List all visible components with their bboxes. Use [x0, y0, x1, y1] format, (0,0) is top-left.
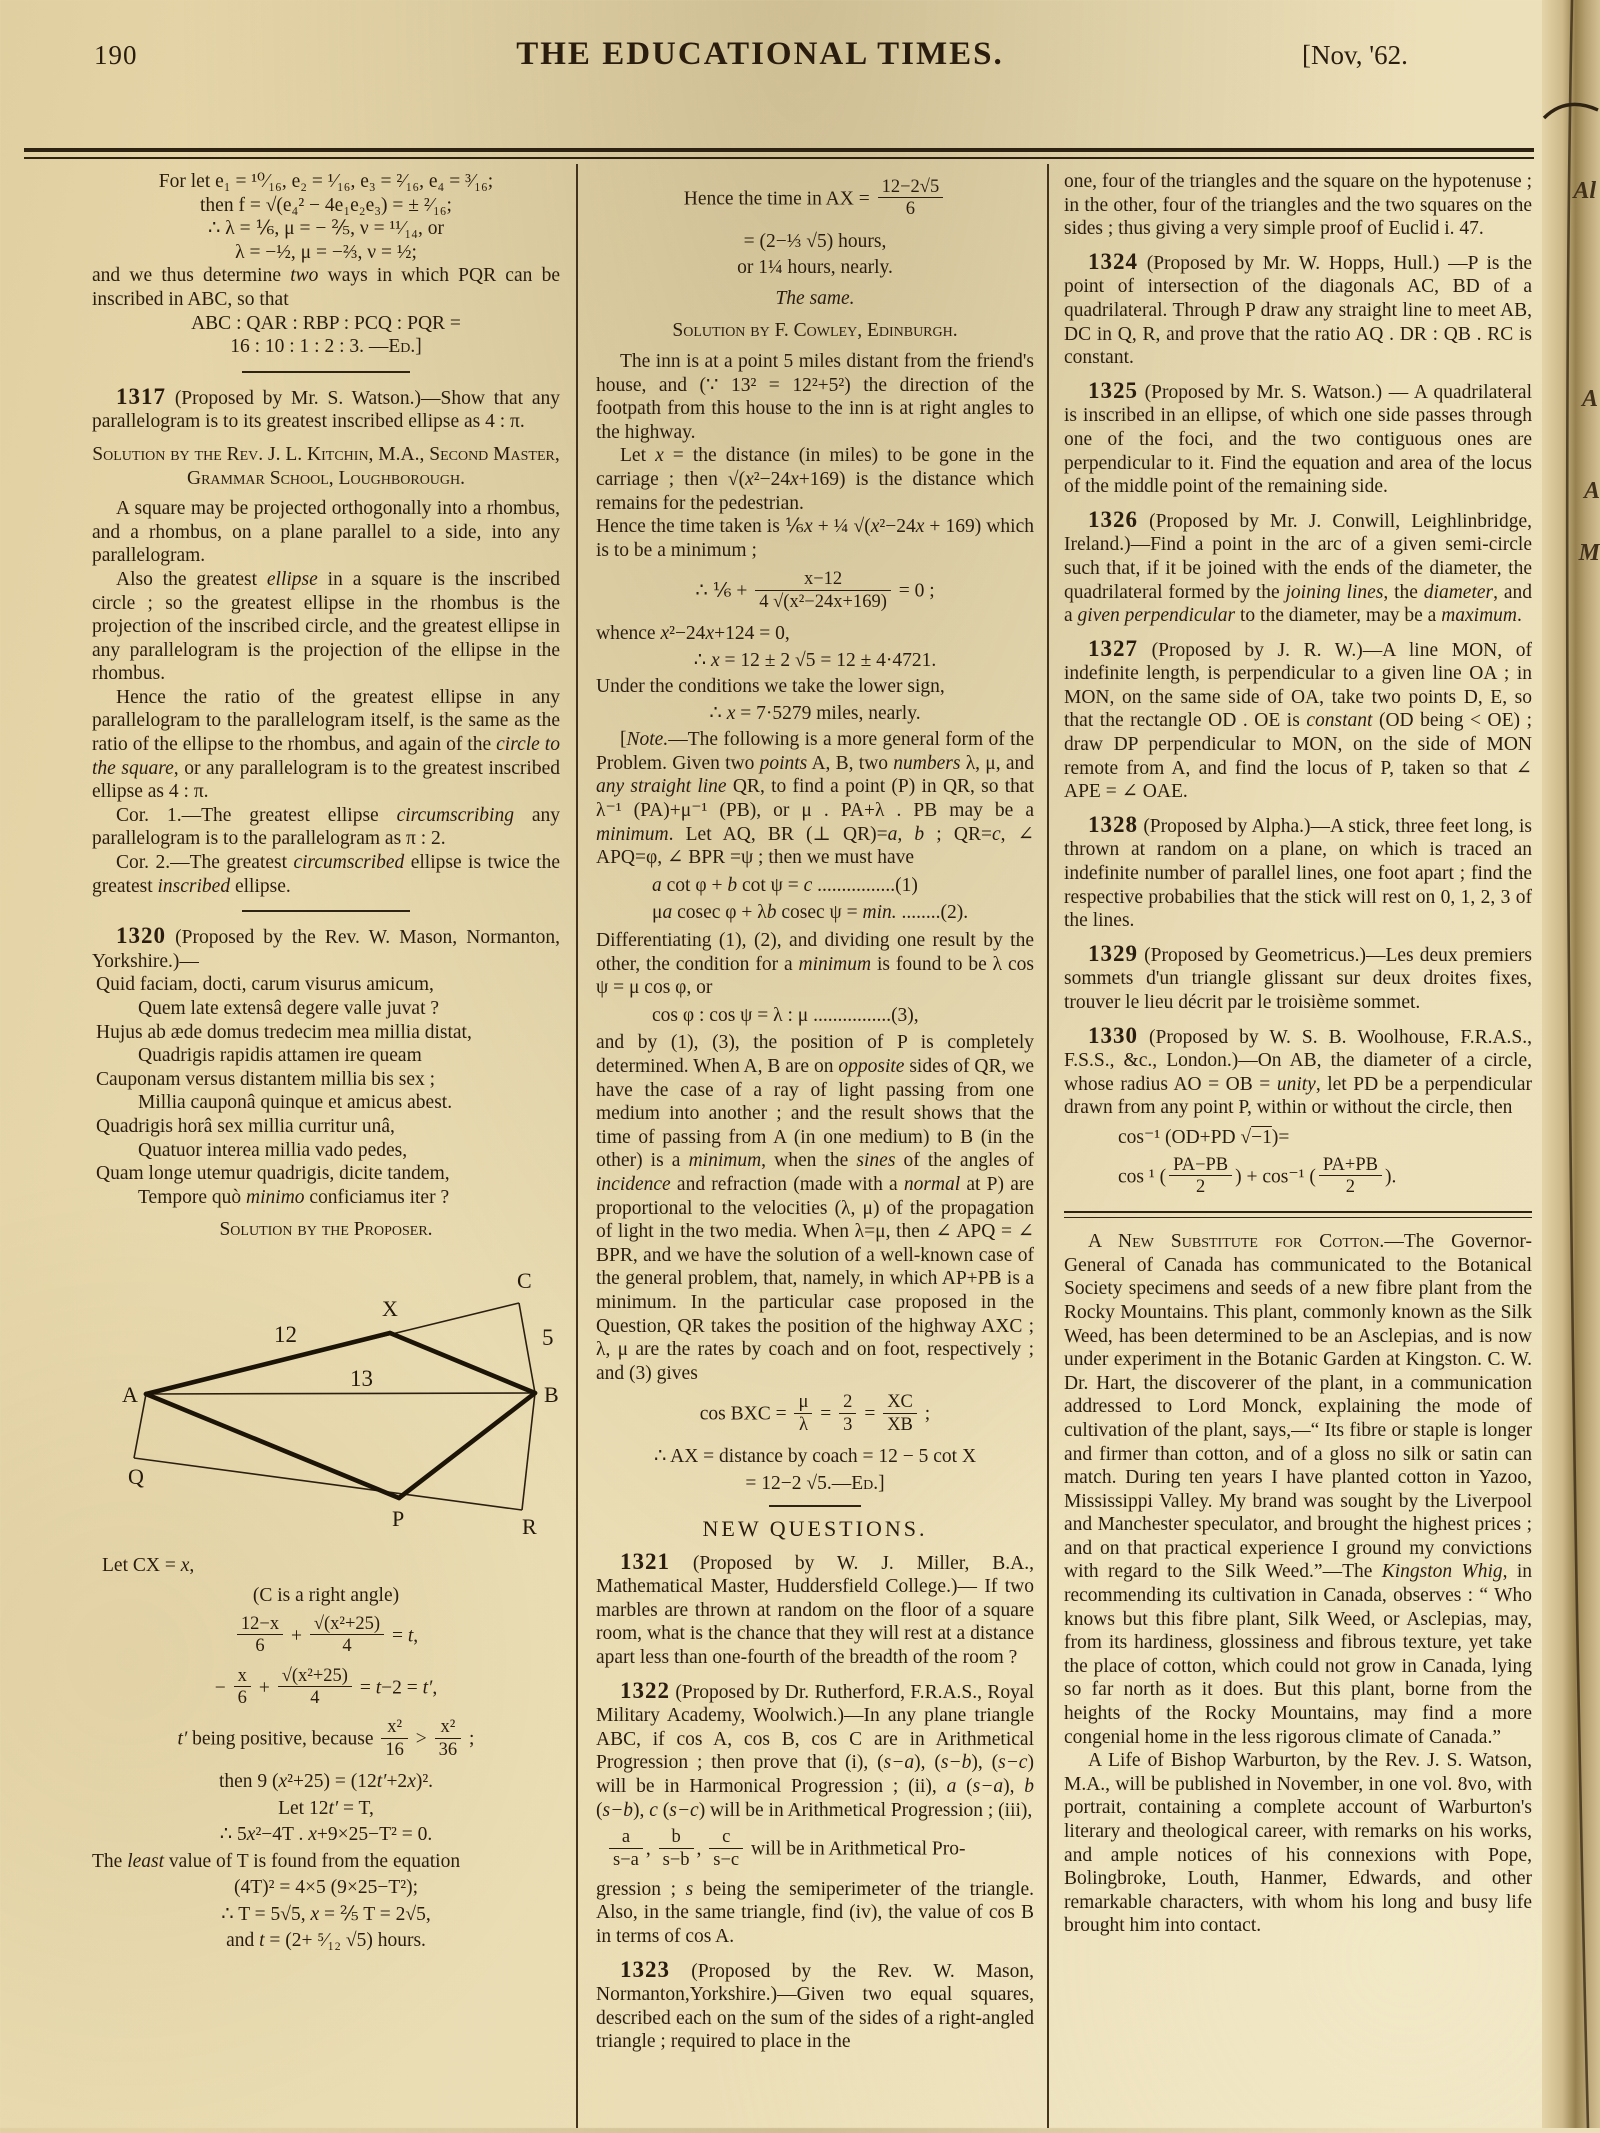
- question-1320-heading: 1320 (Proposed by the Rev. W. Mason, Normanton, Yorkshire.)—: [92, 923, 560, 972]
- vertex-label-Q: Q: [128, 1463, 144, 1489]
- header-double-rule: [24, 148, 1534, 159]
- vertex-label-R: R: [522, 1513, 537, 1539]
- paragraph: The inn is at a point 5 miles distant from the friend's house, and (∵ 13² = 12²+5²) the direction of the footpath from this house to the inn is at right angles to the highway.: [596, 350, 1034, 443]
- column-middle: [596, 170, 1034, 2054]
- question-1325: 1325 (Proposed by Mr. S. Watson.) — A quadrilateral is inscribed in an ellipse, of which one side passes through one of the foci, and the two contiguous ones are perpendicular to it. Find the equation and area of the locus of the middle point of the remaining side.: [1064, 377, 1532, 498]
- paragraph: Under the conditions we take the lower sign,: [596, 676, 945, 698]
- paragraph-continuation: one, four of the triangles and the square on the hypotenuse ; in the other, four of the triangles and the two squares on the sides ; thus giving a very simple proof of Euclid i. 47.: [1064, 171, 1532, 240]
- page-fold-line: [1542, 0, 1600, 2128]
- equation-3: cos φ : cos ψ = λ : μ ................(3),: [652, 1004, 919, 1026]
- equation: = (2−⅓ √5) hours,: [743, 230, 887, 252]
- masthead-title: THE EDUCATIONAL TIMES.: [516, 36, 1004, 72]
- solution-heading-cowley: Solution by F. Cowley, Edinburgh.: [672, 320, 958, 342]
- measure-AB: 13: [350, 1365, 373, 1391]
- equation: ∴ AX = distance by coach = 12 − 5 cot X: [653, 1445, 977, 1467]
- equation: or 1¼ hours, nearly.: [737, 257, 893, 279]
- paragraph: Differentiating (1), (2), and dividing one result by the other, the condition for a minimum is found to be λ cos ψ = μ cos φ, or: [596, 930, 1034, 999]
- question-1327: 1327 (Proposed by J. R. W.)—A line MON, of indefinite length, is perpendicular to a given line OA ; in MON, on the same side of OA, take two points D, E, so that the rectangle OD . OE is constant (OD being < OE) ; draw DP perpendicular to MON, on the side of MON remote from A, and find the locus of P, taken so that ∠ APE = ∠ OAE.: [1064, 635, 1532, 803]
- article-cotton: A New Substitute for Cotton.—The Governor-General of Canada has communicated to the Botanical Society specimens and seeds of a new fibre plant from the Rocky Mountains. This plant, commonly known as the Silk Weed, has been determined to be an Asclepias, and is now under experiment in the Botanic Garden at Kingston. C. W. Dr. Hart, the discoverer of the plant, in a communication addressed to Lord Monck, explaining the mode of cultivation of the plant, says,—“ Its fibre or staple is longer and firmer than cotton, and of a gloss no silk or satin can match. During ten years I have planted cotton in Yazoo, Mississippi Valley. My brand was sought by the Liverpool and Manchester speculator, and brought the highest prices ; and on that practical experience I ground my convictions with regard to the Silk Weed.”—The Kingston Whig, in recommending its cultivation in Canada, observes : “ Who knows but this fibre plant, Silk Weed, or Asclepias, may, from its hardiness, glossiness and fibrous texture, yet take the place of cotton, which could not grow in Canada, lying so far north as it does. But this plant, borne from the heights of the Rocky Mountains, may find a more congenial home in the less rigorous climate of Canada.”: [1064, 1231, 1533, 1748]
- adjacent-page-edge: [1542, 0, 1600, 2128]
- vertex-label-B: B: [544, 1381, 559, 1407]
- equation: then 9 (x²+25) = (12t′+2x)².: [218, 1770, 434, 1792]
- verse-line: Cauponam versus distantem millia bis sex ;: [96, 1068, 436, 1090]
- measure-CB: 5: [542, 1324, 554, 1350]
- column-divider-right: [1047, 164, 1049, 2128]
- paragraph: gression ; s being the semiperimeter of the triangle. Also, in the same triangle, find (iv), the value of cos B in terms of cos A.: [596, 1878, 1034, 1947]
- verse-line: Millia cauponâ quinque et amicus abest.: [138, 1092, 453, 1114]
- subheading-the-same: The same.: [775, 287, 855, 309]
- solution-heading-1317: Solution by the Rev. J. L. Kitchin, M.A., Second Master, Grammar School, Loughborough.: [92, 443, 560, 489]
- equation-2: μa cosec φ + λb cosec ψ = min. ........(2).: [652, 902, 969, 924]
- geometry-figure-1320: [92, 1250, 560, 1548]
- question-1330: 1330 (Proposed by W. S. B. Woolhouse, F.R.A.S., F.S.S., &c., London.)—On AB, the diameter of a circle, whose radius AO = OB = unity, let PD be a perpendicular drawn from any point P, within or without the circle, then: [1064, 1022, 1533, 1119]
- equation: ∴ T = 5√5, x = ⅖ T = 2√5,: [221, 1903, 431, 1925]
- vertex-label-A: A: [122, 1381, 138, 1407]
- paragraph: whence x²−24x+124 = 0,: [596, 622, 790, 644]
- paragraph: Cor. 1.—The greatest ellipse circumscribing any parallelogram is to the parallelogram as π : 2.: [92, 804, 561, 850]
- paragraph: Hence the ratio of the greatest ellipse in any parallelogram to the parallelogram itself, is the same as the ratio of the ellipse to the rhombus, and again of the circle to the square, or any parallelogram is to the greatest inscribed ellipse as 4 : π.: [92, 686, 560, 803]
- measure-AX: 12: [274, 1321, 297, 1347]
- column-divider-left: [576, 164, 578, 2128]
- question-1324: 1324 (Proposed by Mr. W. Hopps, Hull.) —P is the point of intersection of the diagonals AC, BD of a quadrilateral. Through P draw any straight line to meet AB, DC in Q, R, and prove that the ratio AQ . DR : QB . RC is constant.: [1064, 248, 1532, 369]
- edge-glyph: M: [1578, 540, 1600, 566]
- equation: cos ¹ ( $\frac{PA-PB}{2}$ ) + cos⁻¹ ( $\frac{PA+PB}{2}$ ).: [1118, 1153, 1397, 1197]
- verse-line: Quadrigis horâ sex millia curritur unâ,: [96, 1115, 395, 1137]
- math-line: ∴ λ = ⅙, μ = − ⅖, ν = ¹¹⁄₁₄, or: [208, 218, 444, 240]
- equation: and t = (2+ ⁵⁄₁₂ √5) hours.: [226, 1930, 426, 1952]
- equation: ∴ x = 12 ± 2 √5 = 12 ± 4·4721.: [693, 649, 937, 671]
- column-left: [92, 170, 560, 1956]
- solution-heading-1320: Solution by the Proposer.: [219, 1219, 433, 1241]
- question-1322: 1322 (Proposed by Dr. Rutherford, F.R.A.S., Royal Military Academy, Woolwich.)—In any plane triangle ABC, if cos A, cos B, cos C are in Arithmetical Progression ; then prove that (i), (s−a), (s−b), (s−c) will be in Harmonical Progression ; (ii), a (s−a), b (s−b), c (s−c) will be in Arithmetical Progression ; (iii),: [596, 1677, 1035, 1821]
- equation: = 12−2 √5.—Ed.]: [745, 1472, 885, 1494]
- equation: ∴ ⅙ + $\frac{x-12}{\text{4 √(x²−24x+169)}}$ = 0 ;: [695, 568, 935, 612]
- question-1317: 1317 (Proposed by Mr. S. Watson.)—Show that any parallelogram is to its greatest inscribed ellipse as 4 : π.: [92, 383, 560, 433]
- vertex-label-X: X: [382, 1295, 398, 1321]
- edge-glyph: Al: [1573, 178, 1596, 204]
- article-warburton: A Life of Bishop Warburton, by the Rev. J. S. Watson, M.A., will be published in November, in one vol. 8vo, with portrait, containing a complete account of Warburton's literary and theological career, with remarks on his works, and ample notices of his connexions with Pope, Bolingbroke, Louth, Hanmer, Edwards, and other remarkable characters, with whom his long and busy life brought him into contact.: [1064, 1750, 1532, 1937]
- section-rule: [242, 910, 410, 912]
- vertex-label-C: C: [517, 1267, 532, 1293]
- ratio-line: 16 : 10 : 1 : 2 : 3. —Ed.]: [230, 336, 422, 358]
- issue-date: [Nov, '62.: [1302, 40, 1408, 70]
- equation: ∴ x = 7·5279 miles, nearly.: [709, 702, 921, 724]
- math-line: For let e₁ = ¹⁰⁄₁₆, e₂ = ¹⁄₁₆, e₃ = ²⁄₁₆, e₄ = ³⁄₁₆;: [158, 171, 494, 192]
- question-1321: 1321 (Proposed by W. J. Miller, B.A., Mathematical Master, Huddersfield College.)— If two marbles are thrown at random on the floor of a square room, what is the chance that they will rest at a distance apart less than one-fourth of the breadth of the room ?: [596, 1548, 1034, 1669]
- equation: cos BXC = $\frac{\mu}{\lambda}$ = $\frac{2}{3}$ = $\frac{XC}{XB}$ ;: [699, 1391, 931, 1435]
- equation: Let 12t′ = T,: [278, 1797, 374, 1819]
- question-1323: 1323 (Proposed by the Rev. W. Mason, Normanton,Yorkshire.)—Given two equal squares, described each on the sum of the sides of a right-angled triangle ; required to place in the: [596, 1956, 1034, 2053]
- edge-glyph: A: [1581, 386, 1598, 412]
- vertex-label-P: P: [392, 1505, 405, 1531]
- math-line: Let CX = x,: [102, 1554, 195, 1576]
- paragraph: A square may be projected orthogonally into a rhombus, and a rhombus, on a plane parallel to a side, into any parallelogram.: [92, 498, 560, 567]
- edge-glyph: A: [1583, 478, 1600, 504]
- section-double-rule: [1064, 1211, 1532, 1218]
- verse-line: Quem late extensâ degere valle juvat ?: [138, 998, 440, 1019]
- equation: t′ being positive, because $\frac{\text{x²}}{16}$ > $\frac{\text{x²}}{36}$ ;: [177, 1716, 475, 1760]
- question-1328: 1328 (Proposed by Alpha.)—A stick, three feet long, is thrown at random on a plane, on which is traced an indefinite number of parallel lines, one foot apart ; find the respective probabilies that the stick will rest on 0, 1, 2, 3 of the lines.: [1064, 811, 1532, 932]
- equation: ∴ 5x²−4T . x+9×25−T² = 0.: [219, 1824, 433, 1846]
- equation-1: a cot φ + b cot ψ = c ................(1): [652, 874, 918, 896]
- math-line: λ = −½, μ = −⅔, ν = ½;: [235, 241, 417, 263]
- column-right: [1064, 170, 1532, 1938]
- ratio-line: ABC : QAR : RBP : PCQ : PQR =: [191, 312, 461, 334]
- verse-line: Hujus ab æde domus tredecim mea millia distat,: [96, 1021, 472, 1043]
- new-questions-heading: NEW QUESTIONS.: [702, 1516, 928, 1542]
- verse-line: Quam longe utemur quadrigis, dicite tandem,: [96, 1163, 450, 1185]
- paragraph: Cor. 2.—The greatest circumscribed ellipse is twice the greatest inscribed ellipse.: [92, 852, 560, 897]
- page-number: 190: [94, 40, 138, 70]
- math-line: then f = √(e₄² − 4e₁e₂e₃) = ± ²⁄₁₆;: [200, 194, 452, 216]
- equation: (4T)² = 4×5 (9×25−T²);: [233, 1877, 419, 1899]
- verse-line: Tempore quò minimo conficiamus iter ?: [138, 1186, 450, 1208]
- verse-line: Quid faciam, docti, carum visurus amicum,: [96, 974, 434, 996]
- verse-line: Quatuor interea millia vado pedes,: [138, 1139, 408, 1161]
- equation: $\frac{a}{s-a}$ , $\frac{b}{s-b}$ , $\frac{c}{s-c}$ will be in Arithmetical Pro-: [596, 1828, 1034, 1872]
- paragraph: Also the greatest ellipse in a square is the inscribed circle ; so the greatest ellipse in the rhombus is the projection of the inscribed circle, and the greatest ellipse in any parallelogram is the projection of the ellipse in the rhombus.: [92, 568, 560, 685]
- paragraph: and by (1), (3), the position of P is completely determined. When A, B are on opposite sides of QR, we have the case of a ray of light passing from one medium into another ; and the result shows that the time of passing from A (in one medium) to B (in the other) is a minimum, when the sines of the angles of incidence and refraction (made with a normal at P) are proportional to the velocities (λ, μ) of the propagation of light in the two media. When λ=μ, then ∠ APQ = ∠ BPR, and we have the solution of a well-known case of the general problem, that, namely, in which AP+PB is a minimum. In the particular case proposed in the Question, QR takes the position of the highway AXC ; λ, μ are the rates by coach and on foot, respectively ; and (3) gives: [596, 1032, 1034, 1384]
- figure-canvas: [92, 1250, 560, 1548]
- section-rule: [242, 371, 410, 373]
- math-line: (C is a right angle): [252, 1584, 400, 1606]
- equation: cos⁻¹ (OD+PD √−1)=: [1118, 1126, 1290, 1148]
- verse-line: Quadrigis rapidis attamen ire queam: [138, 1045, 422, 1067]
- paragraph-note: [Note.—The following is a more general form of the Problem. Given two points A, B, two numbers λ, μ, and any straight line QR, to find a point (P) in QR, so that λ⁻¹ (PA)+μ⁻¹ (PB), or μ . PA+λ . PB may be a minimum. Let AQ, BR (⊥ QR)=a, b ; QR=c, ∠ APQ=φ, ∠ BPR =ψ ; then we must have: [596, 729, 1035, 869]
- paragraph: Hence the time taken is ⅙x + ¼ √(x²−24x + 169) which is to be a minimum ;: [596, 516, 1034, 561]
- paragraph: Let x = the distance (in miles) to be gone in the carriage ; then √(x²−24x+169) is the distance which remains for the pedestrian.: [596, 445, 1034, 514]
- question-1329: 1329 (Proposed by Geometricus.)—Les deux premiers sommets d'un triangle glissant sur deux droites fixes, trouver le lieu décrit par le troisième sommet.: [1064, 940, 1532, 1013]
- equation: $\frac{12-x}{6}$ + $\frac{\text{√(x²+25)}}{4}$ = t,: [92, 1615, 560, 1659]
- paragraph: The least value of T is found from the equation: [92, 1850, 461, 1872]
- paragraph: and we thus determine two ways in which PQR can be inscribed in ABC, so that: [92, 265, 560, 310]
- equation: − $\frac{x}{6}$ + $\frac{\text{√(x²+25)}}{4}$ = t−2 = t′,: [214, 1664, 438, 1709]
- section-rule: [769, 1505, 861, 1507]
- latin-verse: [92, 973, 560, 1209]
- question-1326: 1326 (Proposed by Mr. J. Conwill, Leighlinbridge, Ireland.)—Find a point in the arc of a given semi-circle such that, if it be joined with the ends of the diameter, the quadrilateral formed by the joining lines, the diameter, and a given perpendicular to the diameter, may be a maximum.: [1064, 506, 1532, 627]
- equation: Hence the time in AX = $\frac{12-2√5}{6}$: [596, 178, 1034, 222]
